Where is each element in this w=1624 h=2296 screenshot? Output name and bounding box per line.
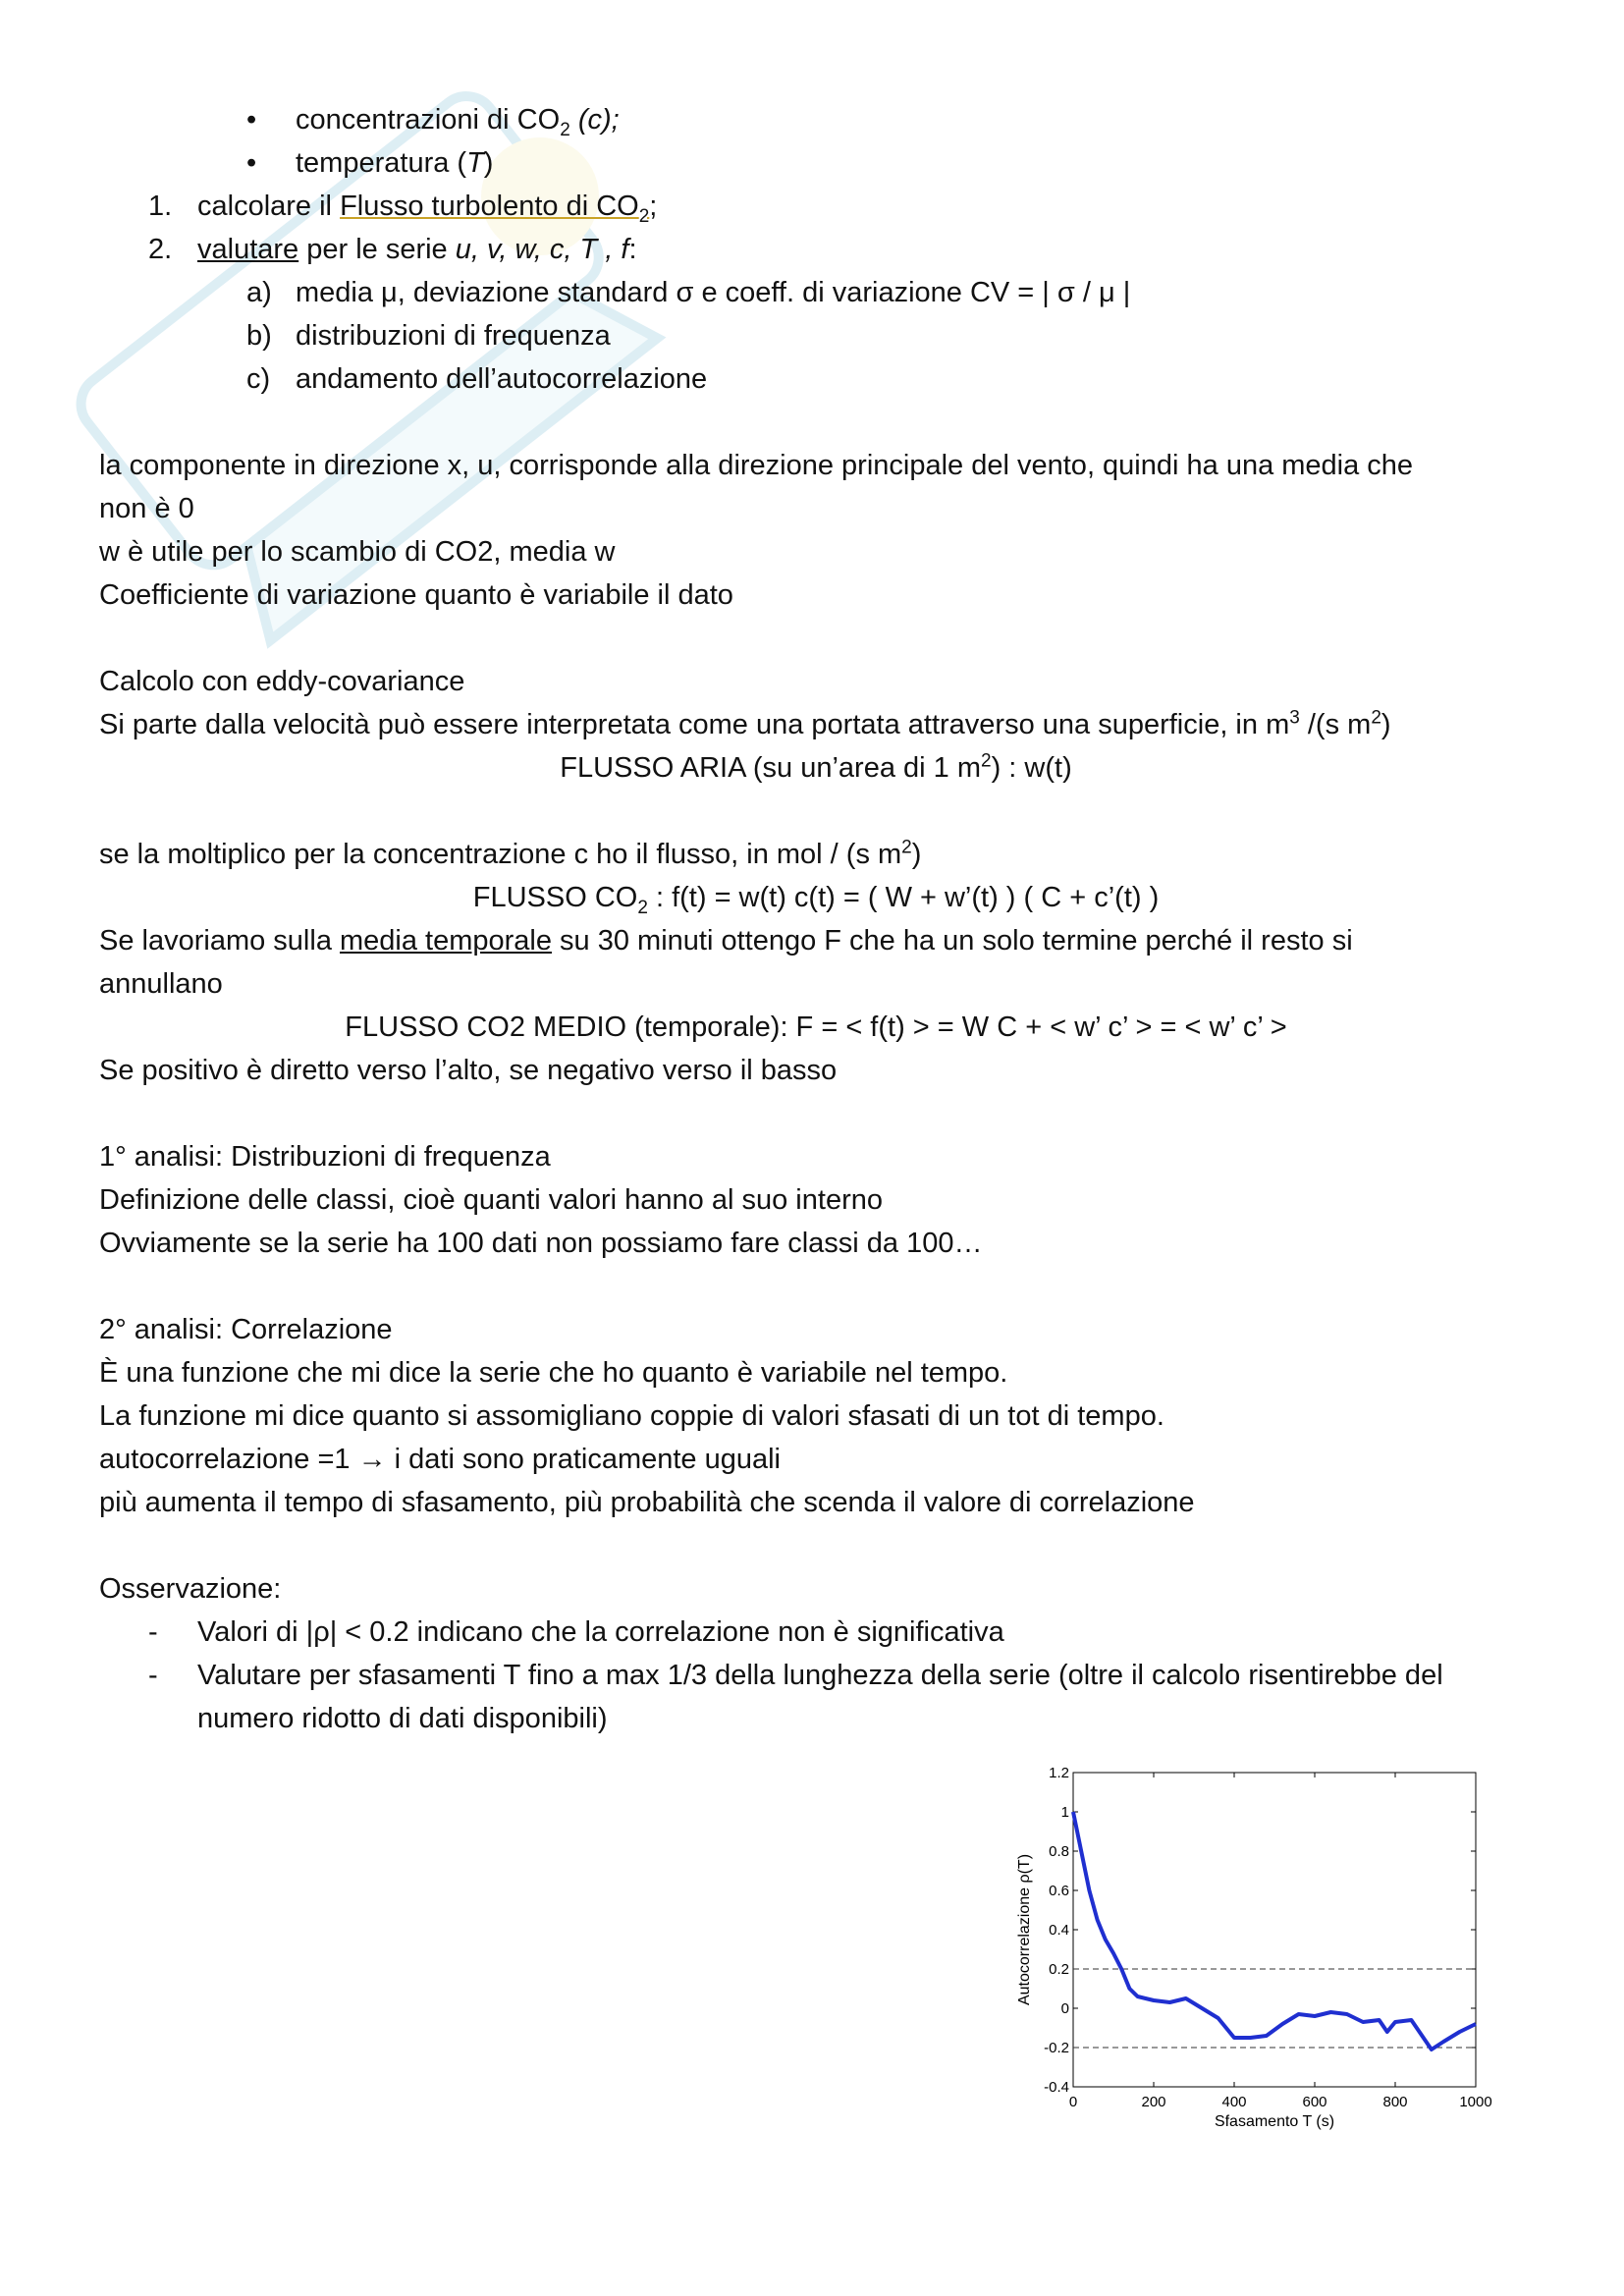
y-tick-label: 1.2 [1049,1765,1069,1781]
text-line: non è 0 [99,493,194,524]
x-tick-label: 200 [1141,2094,1166,2110]
text-line: se la moltiplico per la concentrazione c ho il flusso, in mol / (s $m^2$) [99,837,922,870]
numbered-item-2: 2. valutare per le serie u, v, w, c, T , f: [148,234,637,265]
x-tick-label: 800 [1382,2094,1408,2110]
x-axis-label: Sfasamento T (s) [1214,2113,1335,2130]
x-tick-label: 600 [1302,2094,1327,2110]
text-line: Osservazione: [99,1573,282,1605]
y-tick-label: 0.4 [1049,1922,1069,1939]
y-tick-label: 1 [1060,1804,1069,1821]
text-line: Coefficiente di variazione quanto è variabile il dato [99,579,733,611]
text-line: w è utile per lo scambio di CO2, media w [99,536,616,568]
numbered-item-1: 1. calcolare il Flusso turbolento di $CO_2$; [148,191,658,227]
text-line: Se positivo è diretto verso l’alto, se negativo verso il basso [99,1055,838,1086]
x-tick-label: 1000 [1459,2094,1492,2110]
formula-line: FLUSSO $CO_2$ : f(t) = w(t) c(t) = ( W + w’(t) ) ( C + c’(t) ) [472,882,1160,918]
y-tick-label: -0.2 [1044,2040,1069,2056]
bullet-item: • temperatura (T) [99,141,1533,185]
x-tick-label: 0 [1068,2094,1078,2110]
formula-line: FLUSSO ARIA (su un’area di 1 $m^2$) : w(t) [560,750,1072,784]
notes-body [99,98,1533,1740]
bullet-item: • concentrazioni di $CO_2$ (c); [99,98,1533,141]
formula-line: FLUSSO CO2 MEDIO (temporale): F = < f(t) > = W C + < w’ c’ > = < w’ c’ > [345,1011,1287,1043]
flusso-link[interactable]: Flusso turbolento di $CO_2$ [340,191,650,227]
bullet-dot: • [246,104,257,136]
text-line: annullano [99,968,223,1000]
text-line: È una funzione che mi dice la serie che ho quanto è variabile nel tempo. [99,1357,1008,1389]
text-line: Calcolo con eddy-covariance [99,666,465,697]
text-line: Definizione delle classi, cioè quanti valori hanno al suo interno [99,1184,883,1216]
valutare-link[interactable]: valutare [197,234,299,265]
text-line: più aumenta il tempo di sfasamento, più probabilità che scenda il valore di correlazione [99,1487,1195,1518]
dash-item: - Valutare per sfasamenti T fino a max 1/3 della lunghezza della serie (oltre il calcolo risentirebbe del [148,1660,1443,1691]
text-line: numero ridotto di dati disponibili) [197,1703,608,1734]
sub-item: c) andamento dell’autocorrelazione [246,363,708,395]
y-tick-label: 0 [1060,2000,1069,2017]
text-line: autocorrelazione =1 → i dati sono praticamente uguali [99,1444,782,1475]
text-line: 2° analisi: Correlazione [99,1314,393,1345]
y-tick-label: -0.4 [1044,2079,1069,2096]
bullet-dot: • [246,147,257,179]
text-line: Se lavoriamo sulla media temporale su 30 minuti ottengo F che ha un solo termine perché il resto si [99,925,1353,957]
plot-frame [1073,1773,1476,2087]
text-line: Si parte dalla velocità può essere interpretata come una portata attraverso una superficie, in $m^3$ /(s $m^2$) [99,707,1391,740]
y-tick-label: 0.8 [1049,1843,1069,1860]
autocorrelation-chart [1000,1758,1510,2151]
dash-item: - Valori di |ρ| < 0.2 indicano che la correlazione non è significativa [148,1616,1004,1648]
y-axis-label: Autocorrelazione ρ(T) [1016,1853,1033,2006]
y-tick-label: 0.6 [1049,1883,1069,1899]
sub-item: b) distribuzioni di frequenza [246,320,611,352]
text-line: la componente in direzione x, u, corrisponde alla direzione principale del vento, quindi ha una media che [99,450,1414,481]
text-line: 1° analisi: Distribuzioni di frequenza [99,1141,551,1173]
text-line: La funzione mi dice quanto si assomigliano coppie di valori sfasati di un tot di tempo. [99,1400,1164,1432]
y-tick-label: 0.2 [1049,1961,1069,1978]
text-line: Ovviamente se la serie ha 100 dati non possiamo fare classi da 100… [99,1228,983,1259]
x-tick-label: 400 [1221,2094,1247,2110]
sub-item: a) media μ, deviazione standard σ e coeff. di variazione CV = | σ / μ | [246,277,1131,308]
